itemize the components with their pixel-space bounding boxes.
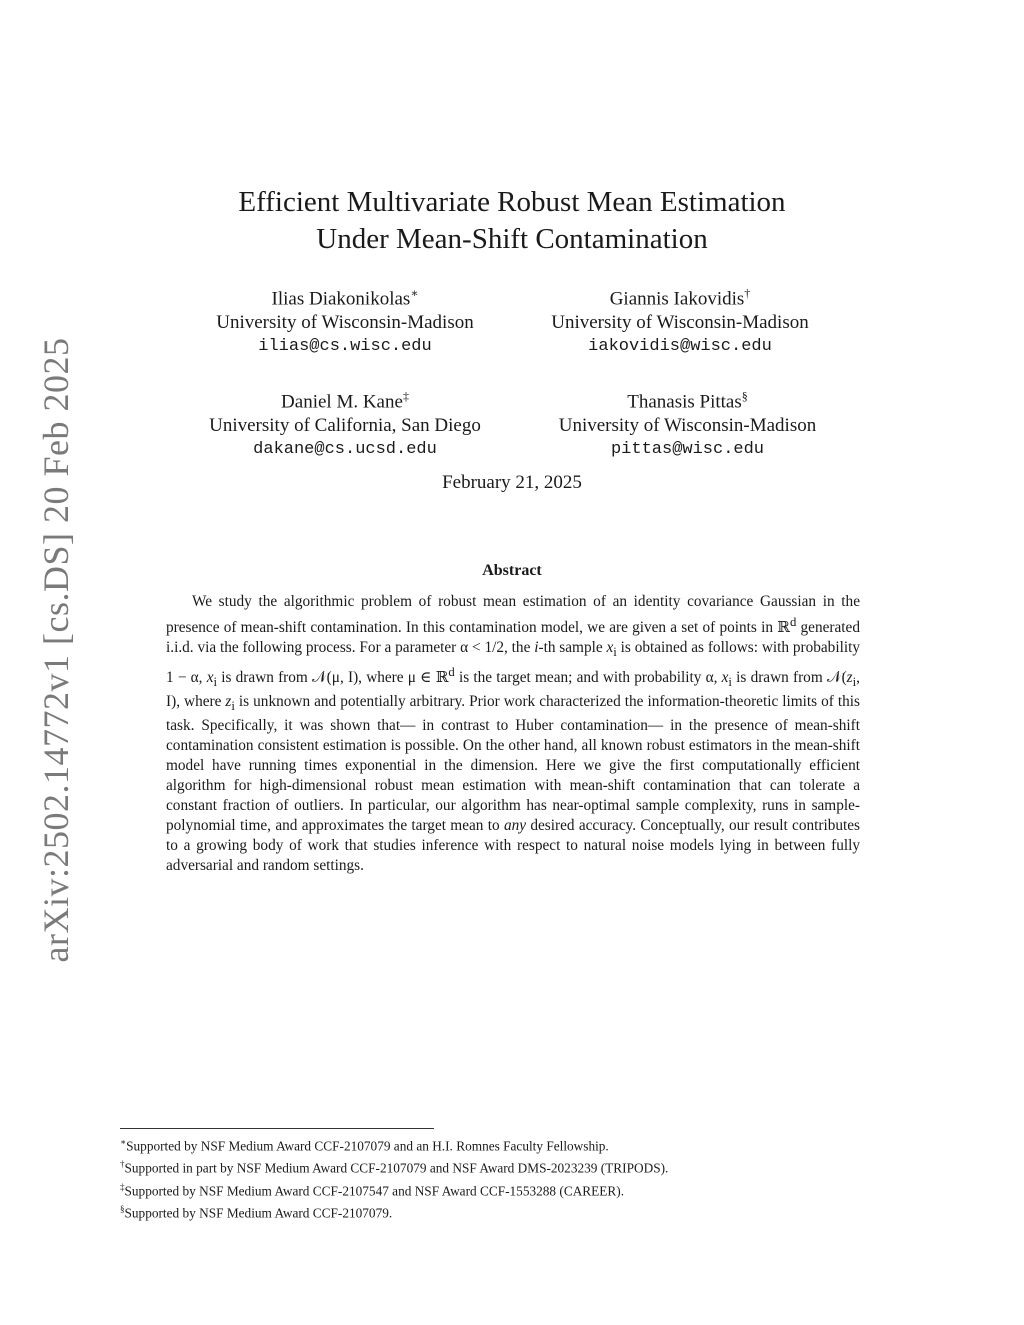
title-line-1: Efficient Multivariate Robust Mean Estimation [238,186,786,218]
footnote-mark: ∗ [410,286,419,300]
author-name: Giannis Iakovidis† [609,286,751,310]
author-name: Thanasis Pittas§ [627,389,748,413]
paper-title [0,184,1024,258]
footnote-item: ∗Supported by NSF Medium Award CCF-2107079 and an H.I. Romnes Faculty Fellowship. [120,1137,609,1154]
author-block-pittas [530,384,845,462]
author-email[interactable]: ilias@cs.wisc.edu [258,337,432,357]
footnote-divider [120,1128,434,1129]
author-name: Daniel M. Kane‡ [281,389,409,413]
author-affiliation: University of Wisconsin-Madison [558,415,817,437]
author-affiliation: University of Wisconsin-Madison [216,312,474,334]
author-email[interactable]: pittas@wisc.edu [610,440,765,460]
author-block-iakovidis [530,281,830,359]
author-email[interactable]: iakovidis@wisc.edu [588,337,772,357]
footnote-item: §Supported by NSF Medium Award CCF-2107079. [120,1204,393,1221]
author-affiliation: University of California, San Diego [209,415,481,437]
footnotes [120,1133,900,1223]
footnote-mark: § [741,389,748,403]
footnote-item: †Supported in part by NSF Medium Award CCF-2107079 and NSF Award DMS-2023239 (TRIPODS). [120,1159,669,1176]
abstract-body: We study the algorithmic problem of robust mean estimation of an identity covariance Gaussian in the presence of mean-shift contamination. In this contamination model, we are given a set of points in ℝ$^d$ generated i.i.d. via the following process. For a parameter α < 1/2, the i-th sample $x_i$ is obtained as follows: with probability 1 − α, $x_i$ is drawn from 𝒩(μ, I), where μ ∈ ℝ$^d$ is the target mean; and with probability α, $x_i$ is drawn from $𝒩(z_i$, I), where $z_i$ is unknown and potentially arbitrary. Prior work characterized the information-theoretic limits of this task. Specifically, it was shown that— in contrast to Huber contamination— in the presence of mean-shift contamination consistent estimation is possible. On the other hand, all known robust estimators in the mean-shift model have running times exponential in the dimension. Here we give the first computationally efficient algorithm for high-dimensional robust mean estimation with mean-shift contamination that can tolerate a constant fraction of outliers. In particular, our algorithm has near-optimal sample complexity, runs in sample-polynomial time, and approximates the target mean to any desired accuracy. Conceptually, our result contributes to a growing body of work that studies inference with respect to natural noise models lying in between fully adversarial and random settings. [166,593,861,875]
author-affiliation: University of Wisconsin-Madison [551,312,809,334]
title-line-2: Under Mean-Shift Contamination [316,223,708,255]
author-email[interactable]: dakane@cs.ucsd.edu [253,440,437,460]
footnote-item: ‡Supported by NSF Medium Award CCF-2107547 and NSF Award CCF-1553288 (CAREER). [120,1181,625,1199]
arxiv-side-stamp: arXiv:2502.14772v1 [cs.DS] 20 Feb 2025 [36,337,76,963]
footnote-mark: † [744,286,751,300]
author-name: Ilias Diakonikolas∗ [271,286,419,310]
author-block-kane [195,384,495,462]
author-block-diakonikolas [195,281,495,359]
abstract-heading: Abstract [482,562,542,579]
footnote-mark: ‡ [402,389,409,403]
paper-date: February 21, 2025 [442,472,582,493]
